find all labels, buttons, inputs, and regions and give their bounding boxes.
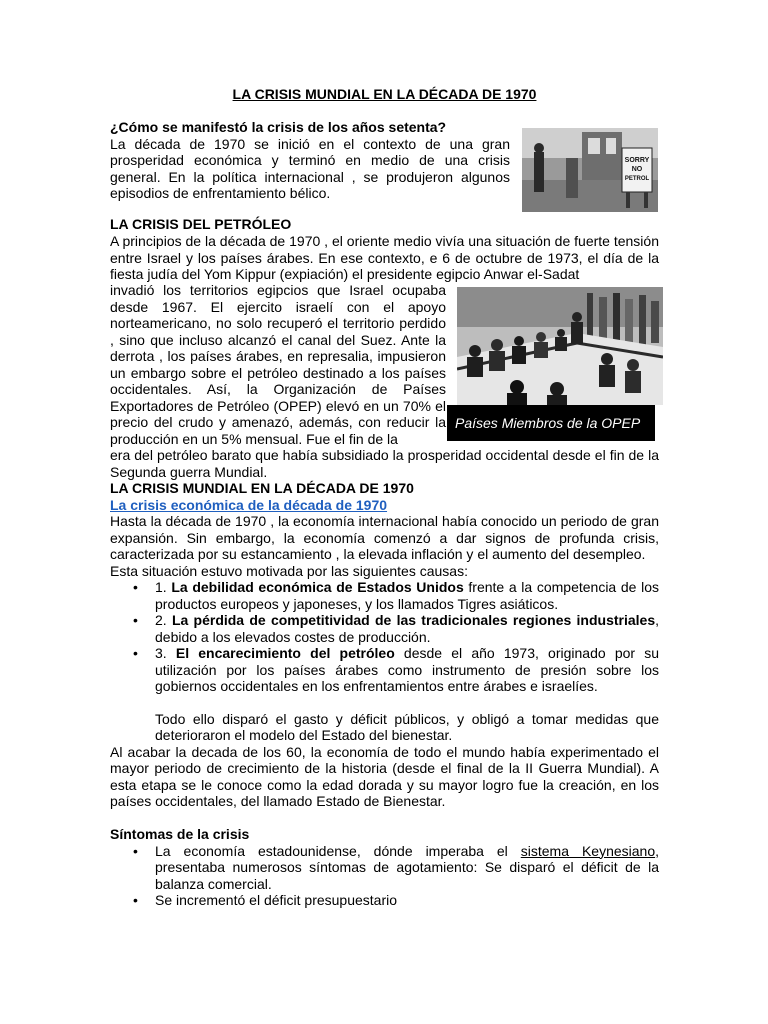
oil-crisis-wrapped-text: [110, 282, 446, 447]
svg-text:SORRY: SORRY: [624, 157, 650, 164]
list-item: • La economía estadounidense, dónde imperaba el sistema Keynesiano, presentaba numerosos síntomas de agotamiento: Se disparó el déficit de la balanza comercial.: [110, 843, 659, 893]
world-crisis-paragraph-2: Esta situación estuvo motivada por las siguientes causas:: [110, 562, 468, 579]
intro-text: La década de 1970 se inició en el contexto de una gran prosperidad económica y terminó en medio de una crisis general. En la política internacional , se produjeron algunos episodios de enfrentamiento bélico.: [110, 135, 510, 201]
oil-crisis-section: [110, 216, 659, 283]
intro-question: ¿Cómo se manifestó la crisis de los años setenta?: [110, 119, 447, 135]
economic-crisis-link[interactable]: La crisis económica de la década de 1970: [110, 497, 388, 513]
oil-crisis-paragraph-2: invadió los territorios egipcios que Israel ocupaba desde 1967. El ejercito israelí con el apoyo norteamericano, no solo recuperó el territorio perdido , sino que incluso alcanzó el canal del Suez. Ante la derrota , los países árabes, en represalia, impusieron un embargo sobre el petróleo destinado a los países occidentales. Así, la Organización de Países Exportadores de Petróleo (OPEP) elevó en un 70% el precio del crudo y amenazó, además, con reducir la producción en un 5% mensual. Fue el fin de la: [110, 282, 446, 447]
intro-section: [110, 119, 510, 202]
svg-text:PETROL: PETROL: [624, 176, 650, 182]
opec-photo-block: [457, 287, 663, 439]
oil-crisis-paragraph-3: era del petróleo barato que había subsidiado la prosperidad occidental desde el fin de la Segunda guerra Mundial.: [110, 447, 659, 480]
symptoms-heading: Síntomas de la crisis: [110, 825, 250, 842]
world-crisis-paragraph-1: Hasta la década de 1970 , la economía internacional había conocido un periodo de gran expansión. Sin embargo, la economía comenzó a dar signos de profunda crisis, caracterizada por su estancamiento , la elevada inflación y el aumento del desempleo.: [110, 513, 659, 562]
list-item: • 1. La debilidad económica de Estados Unidos frente a la competencia de los productos europeos y japoneses, y los llamados Tigres asiáticos.: [110, 579, 659, 612]
opec-photo-caption: Países Miembros de la OPEP: [447, 405, 655, 441]
opec-meeting-photo: [457, 287, 663, 405]
symptoms-list: [110, 843, 659, 909]
causes-list: [110, 579, 659, 695]
gas-station-photo: [522, 128, 658, 212]
world-crisis-heading: LA CRISIS MUNDIAL EN LA DÉCADA DE 1970: [110, 480, 414, 496]
main-text-continued: [110, 447, 659, 909]
list-item: • 3. El encarecimiento del petróleo desde el año 1973, originado por su utilización por los países árabes como instrumento de presión sobre los gobiernos occidentales en los enfrentamientos entre árabes e israelíes.: [110, 645, 659, 695]
page-title: LA CRISIS MUNDIAL EN LA DÉCADA DE 1970: [232, 86, 537, 102]
world-crisis-paragraph-4: Al acabar la decada de los 60, la economía de todo el mundo había experimentado el mayor periodo de crecimiento de la historia (desde el final de la II Guerra Mundial). A esta etapa se le conoce como la edad dorada y su mayor logro fue la creación, en los países occidentales, del llamado Estado de Bienestar.: [110, 743, 659, 809]
list-item: • Se incrementó el déficit presupuestario: [110, 892, 659, 909]
oil-crisis-heading: LA CRISIS DEL PETRÓLEO: [110, 216, 292, 232]
keynesian-system-link[interactable]: sistema Keynesiano: [520, 842, 656, 859]
svg-text:NO: NO: [631, 166, 643, 173]
world-crisis-paragraph-3: Todo ello disparó el gasto y déficit públicos, y obligó a tomar medidas que deterioraron el modelo del Estado del bienestar.: [155, 710, 659, 743]
oil-crisis-paragraph-1: A principios de la década de 1970 , el oriente medio vivía una situación de fuerte tensión entre Israel y los países árabes. En ese contexto, e 6 de octubre de 1973, el día de la fiesta judía del Yom Kippur (expiación) el presidente egipcio Anwar el-Sadat: [110, 233, 659, 282]
list-item: • 2. La pérdida de competitividad de las tradicionales regiones industriales, debido a los elevados costes de producción.: [110, 612, 659, 645]
